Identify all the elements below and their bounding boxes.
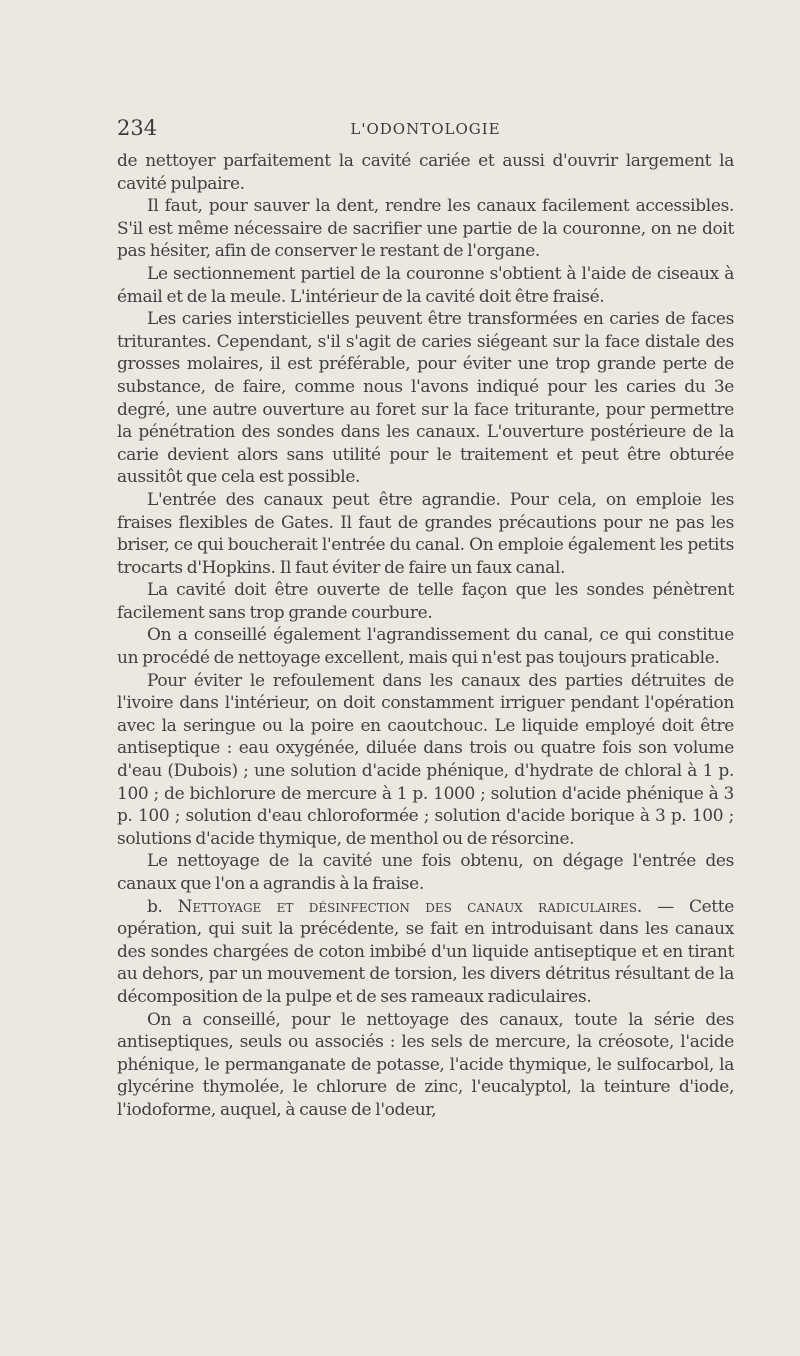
- paragraph-1: de nettoyer parfaitement la cavité cariée et aussi d'ouvrir largement la cavité pulpaire.: [117, 151, 734, 194]
- paragraph-7: On a conseillé également l'agrandissement du canal, ce qui constitue un procédé de nettoyage excellent, mais qui n'est pas toujours praticable.: [117, 625, 734, 669]
- section-b-paragraph: [117, 896, 734, 1009]
- paragraph-4: Les caries intersticielles peuvent être transformées en caries de faces triturantes. Cependant, s'il s'agit de caries siégeant sur la face distale des grosses molaires, il est préférable, pour éviter une trop grande perte de substance, de faire, comme nous l'avons indiqué pour les caries du 3e degré, une autre ouverture au foret sur la face triturante, pour permettre la pénétration des sondes dans les canaux. L'ouverture postérieure de la carie devient alors sans utilité pour le traitement et peut être obturée aussitôt que cela est possible.: [117, 309, 734, 488]
- paragraph-6: La cavité doit être ouverte de telle façon que les sondes pénètrent facilement sans trop grande courbure.: [117, 580, 734, 623]
- paragraph-9: Le nettoyage de la cavité une fois obtenu, on dégage l'entrée des canaux que l'on a agrandis à la fraise.: [117, 851, 734, 894]
- section-b-label: b.: [147, 896, 163, 917]
- page-number: 234: [117, 116, 158, 140]
- body-text: [117, 150, 734, 1122]
- paragraph-3: Le sectionnement partiel de la couronne s'obtient à l'aide de ciseaux à émail et de la meule. L'intérieur de la cavité doit être fraisé.: [117, 263, 734, 307]
- section-b-heading: Nettoyage et désinfection des canaux radiculaires.: [177, 896, 643, 917]
- paragraph-8: Pour éviter le refoulement dans les canaux des parties détruites de l'ivoire dans l'intérieur, on doit constamment irriguer pendant l'opération avec la seringue ou la poire en caoutchouc. Le liquide employé doit être antiseptique : eau oxygénée, diluée dans trois ou quatre fois son volume d'eau (Dubois) ; une solution d'acide phénique, d'hydrate de chloral à 1 p. 100 ; de bichlorure de mercure à 1 p. 1000 ; solution d'acide phénique à 3 p. 100 ; solution d'eau chloroformée ; solution d'acide borique à 3 p. 100 ; solutions d'acide thymique, de menthol ou de résorcine.: [117, 670, 734, 849]
- paragraph-last: On a conseillé, pour le nettoyage des canaux, toute la série des antiseptiques, seuls ou associés : les sels de mercure, la créosote, l'acide phénique, le permanganate de potasse, l'acide thymique, le sulfocarbol, la glycérine thymolée, le chlorure de zinc, l'eucalyptol, la teinture d'iode, l'iodoforme, auquel, à cause de l'odeur,: [117, 1009, 734, 1120]
- paragraph-5: L'entrée des canaux peut être agrandie. Pour cela, on emploie les fraises flexibles de Gates. Il faut de grandes précautions pour ne pas les briser, ce qui boucherait l'entrée du canal. On emploie également les petits trocarts d'Hopkins. Il faut éviter de faire un faux canal.: [117, 489, 734, 578]
- running-head: L'ODONTOLOGIE: [350, 120, 501, 138]
- paragraph-2: Il faut, pour sauver la dent, rendre les canaux facilement accessibles. S'il est même nécessaire de sacrifier une partie de la couronne, on ne doit pas hésiter, afin de conserver le restant de l'organe.: [117, 196, 734, 262]
- section-b-text: — Cette opération, qui suit la précédente, se fait en introduisant dans les canaux des sondes chargées de coton imbibé d'un liquide antiseptique et en tirant au dehors, par un mouvement de torsion, les divers détritus résultant de la décomposition de la pulpe et de ses rameaux radiculaires.: [117, 896, 734, 1007]
- page-header: [117, 116, 734, 140]
